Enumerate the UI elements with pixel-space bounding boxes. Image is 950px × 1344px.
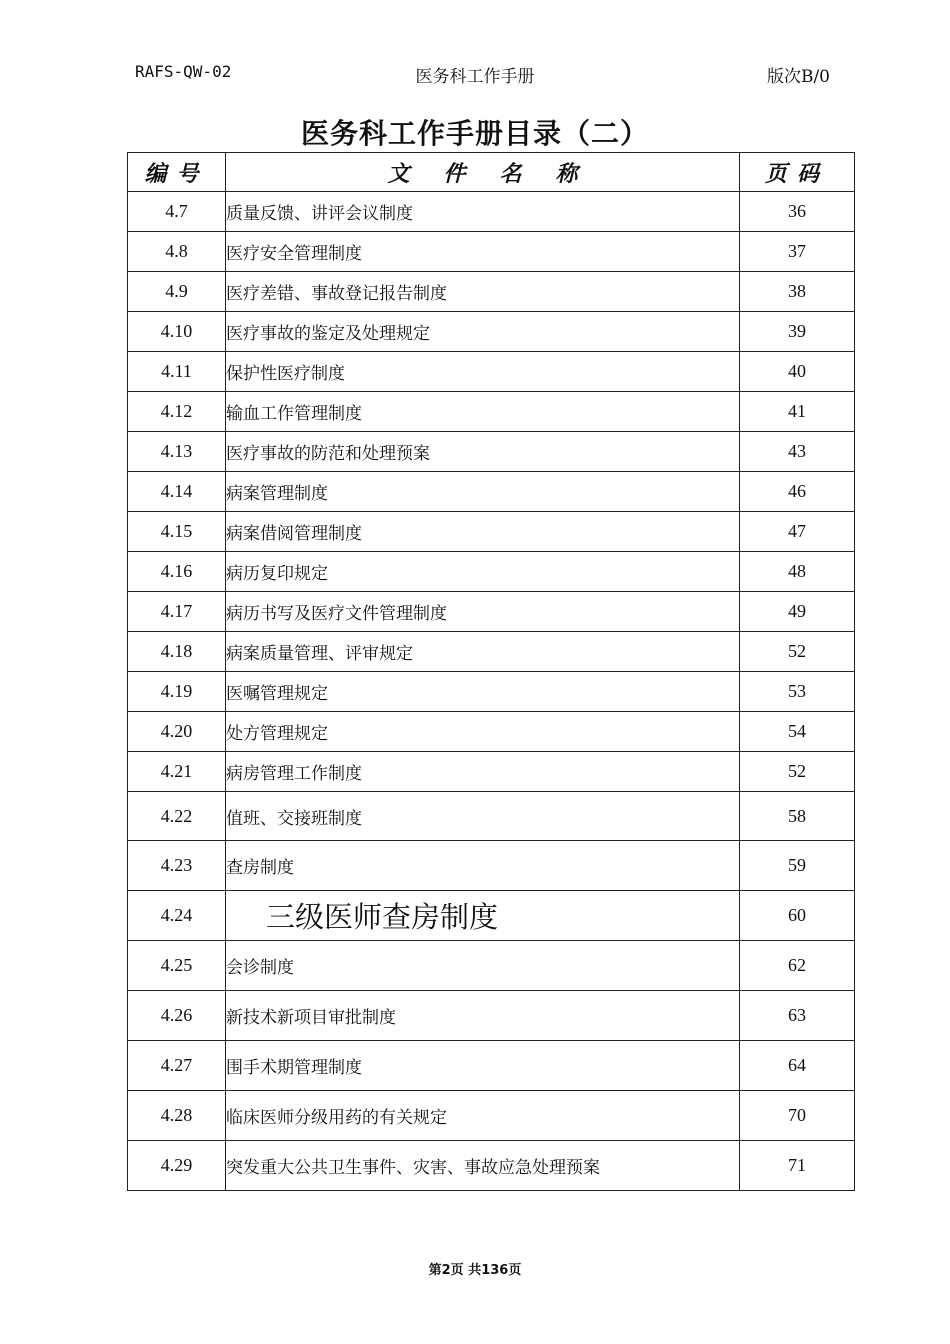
row-number: 4.12 xyxy=(128,392,226,432)
table-row xyxy=(128,841,855,891)
toc-table xyxy=(127,152,855,1191)
row-page-number: 49 xyxy=(740,592,855,632)
table-row xyxy=(128,1091,855,1141)
row-page-number: 52 xyxy=(740,752,855,792)
row-page-number: 43 xyxy=(740,432,855,472)
row-number: 4.22 xyxy=(128,792,226,841)
table-row xyxy=(128,232,855,272)
version-label: 版次B/0 xyxy=(766,67,830,87)
toc-body xyxy=(128,192,855,1191)
table-row xyxy=(128,432,855,472)
row-file-name: 新技术新项目审批制度 xyxy=(226,991,740,1041)
table-row xyxy=(128,472,855,512)
row-number: 4.15 xyxy=(128,512,226,552)
table-row xyxy=(128,352,855,392)
row-number: 4.25 xyxy=(128,941,226,991)
row-number: 4.9 xyxy=(128,272,226,312)
table-row xyxy=(128,272,855,312)
row-file-name: 临床医师分级用药的有关规定 xyxy=(226,1091,740,1141)
row-number: 4.10 xyxy=(128,312,226,352)
row-file-name: 病历复印规定 xyxy=(226,552,740,592)
table-row xyxy=(128,792,855,841)
row-number: 4.13 xyxy=(128,432,226,472)
row-number: 4.8 xyxy=(128,232,226,272)
row-page-number: 46 xyxy=(740,472,855,512)
row-number: 4.21 xyxy=(128,752,226,792)
row-file-name: 保护性医疗制度 xyxy=(226,352,740,392)
row-file-name: 三级医师查房制度 xyxy=(226,891,740,941)
page-title: 医务科工作手册目录（二） xyxy=(300,117,649,150)
row-number: 4.17 xyxy=(128,592,226,632)
table-row xyxy=(128,552,855,592)
row-file-name: 查房制度 xyxy=(226,841,740,891)
table-row xyxy=(128,392,855,432)
row-page-number: 63 xyxy=(740,991,855,1041)
row-page-number: 37 xyxy=(740,232,855,272)
row-page-number: 54 xyxy=(740,712,855,752)
table-row xyxy=(128,192,855,232)
row-file-name: 病案借阅管理制度 xyxy=(226,512,740,552)
table-row xyxy=(128,991,855,1041)
row-page-number: 38 xyxy=(740,272,855,312)
table-row xyxy=(128,1141,855,1191)
row-file-name: 质量反馈、讲评会议制度 xyxy=(226,192,740,232)
row-page-number: 71 xyxy=(740,1141,855,1191)
row-page-number: 52 xyxy=(740,632,855,672)
row-file-name: 病案管理制度 xyxy=(226,472,740,512)
row-page-number: 62 xyxy=(740,941,855,991)
page-footer: 第2页 共136页 xyxy=(428,1263,522,1278)
row-file-name: 突发重大公共卫生事件、灾害、事故应急处理预案 xyxy=(226,1141,740,1191)
row-number: 4.18 xyxy=(128,632,226,672)
row-number: 4.20 xyxy=(128,712,226,752)
header-file-name: 文件名称 xyxy=(226,153,740,192)
document-code: RAFS-QW-02 xyxy=(135,62,232,81)
row-number: 4.11 xyxy=(128,352,226,392)
table-header-row xyxy=(128,153,855,192)
row-page-number: 59 xyxy=(740,841,855,891)
table-row xyxy=(128,752,855,792)
table-row xyxy=(128,941,855,991)
row-file-name: 医疗事故的鉴定及处理规定 xyxy=(226,312,740,352)
row-page-number: 53 xyxy=(740,672,855,712)
header-number: 编号 xyxy=(128,153,226,192)
table-row xyxy=(128,512,855,552)
row-number: 4.28 xyxy=(128,1091,226,1141)
row-file-name: 医疗安全管理制度 xyxy=(226,232,740,272)
row-file-name: 处方管理规定 xyxy=(226,712,740,752)
table-row xyxy=(128,672,855,712)
row-number: 4.27 xyxy=(128,1041,226,1091)
row-file-name: 值班、交接班制度 xyxy=(226,792,740,841)
row-file-name: 病案质量管理、评审规定 xyxy=(226,632,740,672)
manual-name: 医务科工作手册 xyxy=(415,67,535,87)
row-page-number: 36 xyxy=(740,192,855,232)
table-row xyxy=(128,312,855,352)
row-page-number: 58 xyxy=(740,792,855,841)
header-page: 页码 xyxy=(740,153,855,192)
row-number: 4.7 xyxy=(128,192,226,232)
row-file-name: 病历书写及医疗文件管理制度 xyxy=(226,592,740,632)
row-page-number: 47 xyxy=(740,512,855,552)
row-number: 4.23 xyxy=(128,841,226,891)
row-number: 4.29 xyxy=(128,1141,226,1191)
row-page-number: 64 xyxy=(740,1041,855,1091)
row-number: 4.16 xyxy=(128,552,226,592)
row-file-name: 输血工作管理制度 xyxy=(226,392,740,432)
row-file-name: 会诊制度 xyxy=(226,941,740,991)
table-row xyxy=(128,1041,855,1091)
row-file-name: 医疗事故的防范和处理预案 xyxy=(226,432,740,472)
row-file-name: 围手术期管理制度 xyxy=(226,1041,740,1091)
row-page-number: 39 xyxy=(740,312,855,352)
row-page-number: 70 xyxy=(740,1091,855,1141)
row-number: 4.14 xyxy=(128,472,226,512)
row-page-number: 41 xyxy=(740,392,855,432)
table-row xyxy=(128,712,855,752)
row-file-name: 医嘱管理规定 xyxy=(226,672,740,712)
row-number: 4.24 xyxy=(128,891,226,941)
row-page-number: 40 xyxy=(740,352,855,392)
row-number: 4.19 xyxy=(128,672,226,712)
table-row xyxy=(128,632,855,672)
row-file-name: 病房管理工作制度 xyxy=(226,752,740,792)
row-page-number: 60 xyxy=(740,891,855,941)
table-row xyxy=(128,891,855,941)
table-row xyxy=(128,592,855,632)
row-file-name: 医疗差错、事故登记报告制度 xyxy=(226,272,740,312)
row-page-number: 48 xyxy=(740,552,855,592)
row-number: 4.26 xyxy=(128,991,226,1041)
